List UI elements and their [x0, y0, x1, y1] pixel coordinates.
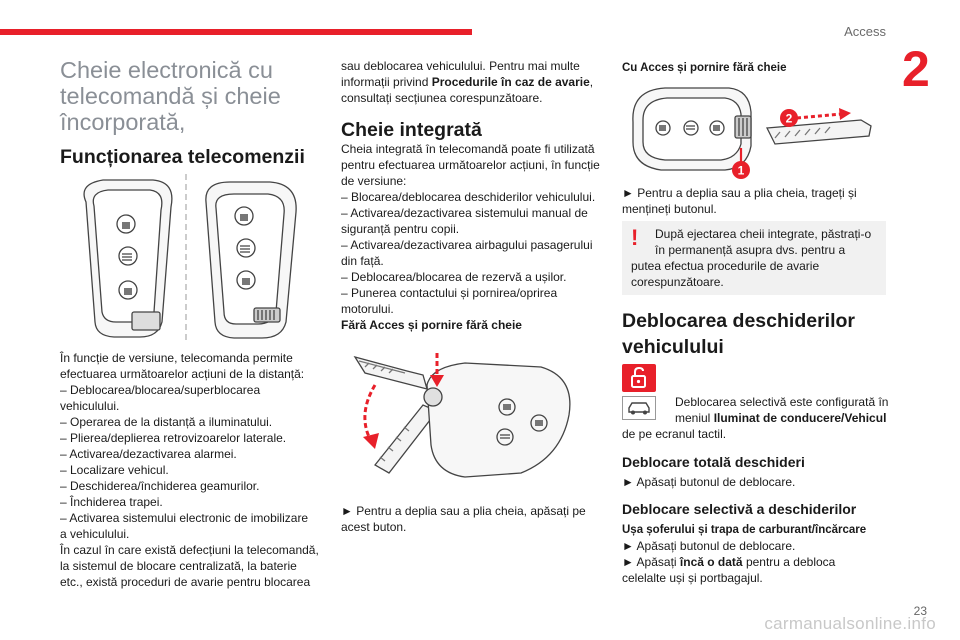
- heading-line: vehiculului: [622, 336, 724, 358]
- text-line: vehiculului.: [60, 399, 120, 413]
- text-line: – Închiderea trapei.: [60, 495, 163, 509]
- heading-integrated-key: Cheie integrată: [341, 119, 482, 141]
- text-span: informații privind: [341, 75, 432, 89]
- folding-key-remote: [84, 180, 172, 337]
- text-line: din față.: [341, 254, 384, 268]
- text-line: la sistemul de blocare centralizată, la baterie: [60, 559, 297, 573]
- heading-remote-function: Funcționarea telecomenzii: [60, 146, 305, 168]
- text-line: consultați secțiunea corespunzătoare.: [341, 91, 543, 105]
- text-line: – Activarea/dezactivarea airbagului pasagerului: [341, 238, 593, 252]
- warning-note: [622, 221, 886, 295]
- keyless-key-instruction: [622, 185, 892, 217]
- text-line: a vehiculului.: [60, 527, 130, 541]
- total-unlock-instruction: ► Apăsați butonul de deblocare.: [622, 475, 796, 489]
- folding-key-instruction: [341, 503, 613, 535]
- remote-functions-text: [60, 350, 330, 590]
- folding-key-illustration: [345, 345, 585, 490]
- text-span: meniul: [675, 411, 714, 425]
- text-line: pentru efectuarea următoarelor acțiuni, în funcție: [341, 158, 600, 172]
- text-line: etc., există proceduri de avarie pentru blocarea: [60, 575, 311, 589]
- exclamation-warning-icon: !: [631, 225, 639, 250]
- callout-2-label: 2: [785, 111, 793, 126]
- page-title-line: telecomandă și cheie: [60, 83, 281, 109]
- text-span: ► Apăsați: [622, 555, 680, 569]
- text-line: efectuarea următoarelor acțiuni de la distanță:: [60, 367, 305, 381]
- menu-path: Iluminat de conducere/Vehicul: [713, 411, 887, 425]
- text-line: [622, 554, 892, 570]
- text-line: [622, 410, 890, 426]
- text-line: de versiune:: [341, 174, 407, 188]
- text-line: În cazul în care există defecțiuni la telecomandă,: [60, 543, 319, 557]
- page-title-line: încorporată,: [60, 109, 186, 135]
- text-line: acest buton.: [341, 520, 407, 534]
- emergency-procedures-reference: Procedurile în caz de avarie: [431, 75, 590, 89]
- heading-line: Deblocarea deschiderilor: [622, 310, 856, 332]
- page-number: 23: [913, 604, 927, 618]
- text-line: motorului.: [341, 302, 394, 316]
- text-line: siguranță pentru copii.: [341, 222, 460, 236]
- chapter-number: 2: [902, 41, 930, 97]
- text-line: de pe ecranul tactil.: [622, 427, 727, 441]
- page-title: [60, 57, 330, 135]
- text-line: mențineți butonul.: [622, 202, 717, 216]
- text-line: – Operarea de la distanță a iluminatului.: [60, 415, 273, 429]
- text-line: [341, 74, 611, 90]
- text-line: Deblocarea selectivă este configurată în: [675, 395, 889, 409]
- heading-unlocking-openings: [622, 308, 892, 360]
- text-line: ► Apăsați butonul de deblocare.: [622, 539, 796, 553]
- integrated-key-text: [341, 141, 613, 333]
- remote-keys-illustration: [58, 172, 310, 342]
- text-line: – Activarea/dezactivarea sistemului manual de: [341, 206, 588, 220]
- driver-door-subheading: Ușa șoferului și trapa de carburant/încărcare: [622, 524, 867, 536]
- text-line: În funcție de versiune, telecomanda permite: [60, 351, 293, 365]
- text-line: în permanență asupra dvs. pentru a: [655, 243, 846, 257]
- text-line: sau deblocarea vehiculului. Pentru mai multe: [341, 59, 580, 73]
- page-title-line: Cheie electronică cu: [60, 57, 273, 83]
- watermark: carmanualsonline.info: [764, 614, 936, 633]
- keyless-key-ejection-illustration: [625, 82, 880, 182]
- emphasis-again: încă o dată: [679, 555, 743, 569]
- text-line: ► Pentru a deplia sau a plia cheia, apăsați pe: [341, 504, 586, 518]
- text-line: – Punerea contactului și pornirea/oprirea: [341, 286, 558, 300]
- text-line: corespunzătoare.: [631, 275, 724, 289]
- text-line: După ejectarea cheii integrate, păstrați-o: [655, 227, 872, 241]
- selective-unlock-info: [622, 394, 890, 442]
- text-span: pentru a debloca: [742, 555, 836, 569]
- text-line: – Blocarea/deblocarea deschiderilor vehiculului.: [341, 190, 596, 204]
- text-span: ,: [589, 75, 594, 89]
- section-title: Access: [844, 24, 886, 39]
- continued-text: [341, 58, 611, 106]
- keyless-remote: [206, 182, 296, 338]
- text-line: celelalte uși și portbagajul.: [622, 571, 763, 585]
- text-line: – Localizare vehicul.: [60, 463, 169, 477]
- fold-arrow-head: [363, 433, 379, 449]
- padlock-open-red-icon: [622, 364, 656, 392]
- selective-unlock-text: [622, 522, 892, 586]
- text-line: Cheia integrată în telecomandă poate fi utilizată: [341, 142, 595, 156]
- heading-total-unlock: Deblocare totală deschideri: [622, 454, 805, 470]
- text-line: putea efectua procedurile de avarie: [631, 259, 820, 273]
- text-line: – Deblocarea/blocarea/superblocarea: [60, 383, 261, 397]
- text-line: – Deblocarea/blocarea de rezervă a ușilor.: [341, 270, 567, 284]
- text-line: – Deschiderea/închiderea geamurilor.: [60, 479, 260, 493]
- callout-1-label: 1: [737, 163, 745, 178]
- text-line: – Activarea sistemului electronic de imobilizare: [60, 511, 309, 525]
- subheading-with-keyless: Cu Acces și pornire fără cheie: [622, 62, 787, 74]
- subheading-without-keyless: Fără Acces și pornire fără cheie: [341, 318, 522, 332]
- text-line: – Activarea/dezactivarea alarmei.: [60, 447, 237, 461]
- pull-arrow-head: [839, 108, 851, 120]
- text-line: ► Pentru a deplia sau a plia cheia, trageți și: [622, 186, 857, 200]
- header-accent-bar: [0, 29, 472, 35]
- text-line: – Plierea/deplierea retrovizoarelor laterale.: [60, 431, 287, 445]
- heading-selective-unlock: Deblocare selectivă a deschiderilor: [622, 501, 857, 517]
